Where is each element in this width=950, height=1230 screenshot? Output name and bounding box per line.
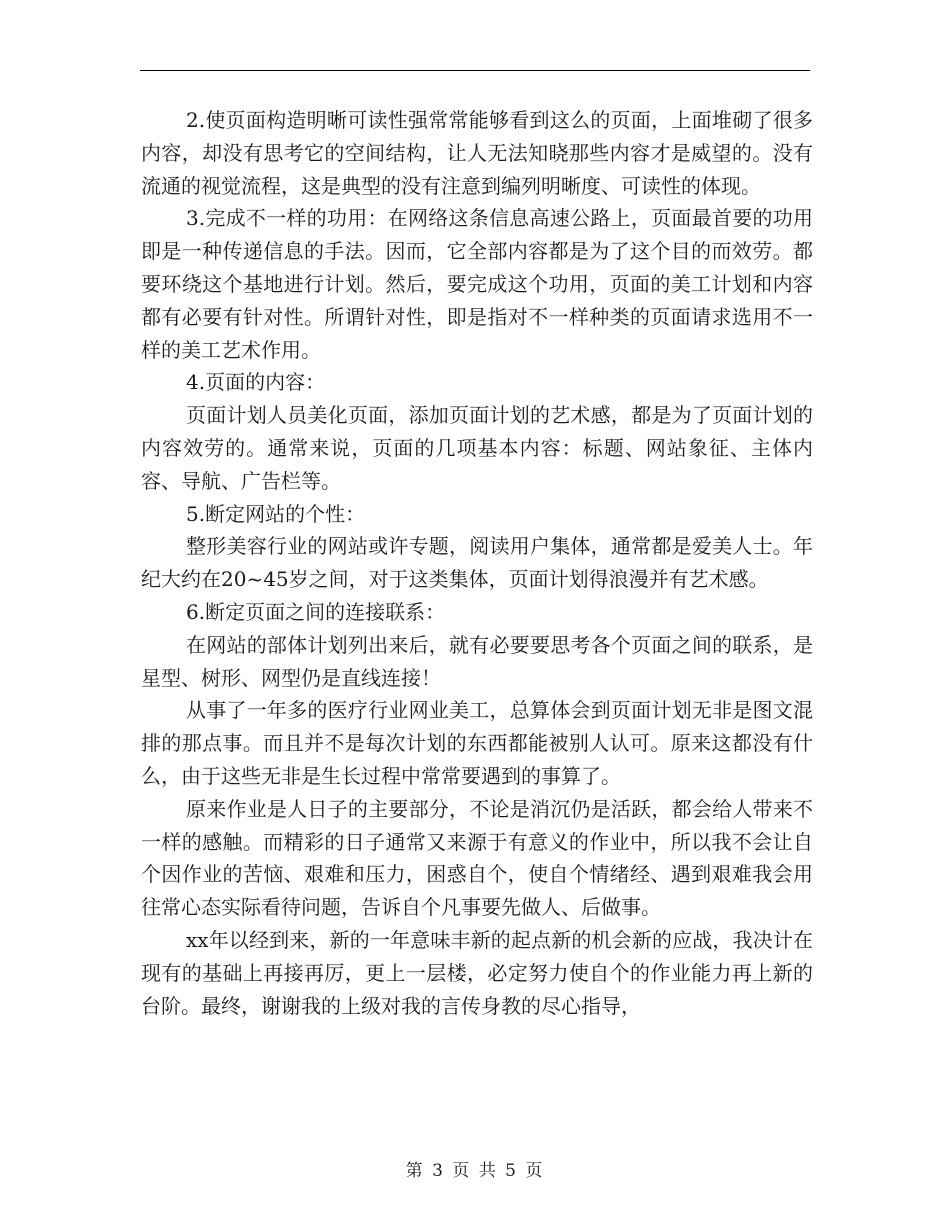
- paragraph: 从事了一年多的医疗行业网业美工，总算体会到页面计划无非是图文混排的那点事。而且并不是每次计划的东西都能被别人认可。原来这都没有什么，由于这些无非是生长过程中常常要遇到的事算了。: [141, 698, 813, 788]
- paragraph: 3.完成不一样的功用：在网络这条信息高速公路上，页面最首要的功用即是一种传递信息的手法。因而，它全部内容都是为了这个目的而效劳。都要环绕这个基地进行计划。然后，要完成这个功用，页面的美工计划和内容都有必要有针对性。所谓针对性，即是指对不一样种类的页面请求选用不一样的美工艺术作用。: [141, 206, 813, 362]
- page-number-footer: 第 3 页 共 5 页: [405, 1161, 545, 1181]
- header-rule: [140, 70, 810, 71]
- paragraph: 页面计划人员美化页面，添加页面计划的艺术感，都是为了页面计划的内容效劳的。通常来说，页面的几项基本内容：标题、网站象征、主体内容、导航、广告栏等。: [141, 403, 813, 493]
- paragraph: 4.页面的内容：: [186, 370, 326, 395]
- paragraph: 5.断定网站的个性：: [186, 501, 366, 526]
- paragraph: 2.使页面构造明晰可读性强常常能够看到这么的页面，上面堆砌了很多内容，却没有思考它的空间结构，让人无法知晓那些内容才是威望的。没有流通的视觉流程，这是典型的没有注意到编列明晰度、可读性的体现。: [141, 108, 813, 198]
- body-text: [141, 104, 813, 1022]
- paragraph: 整形美容行业的网站或许专题，阅读用户集体，通常都是爱美人士。年纪大约在20~45岁之间，对于这类集体，页面计划得浪漫并有艺术感。: [141, 534, 813, 592]
- paragraph: 原来作业是人日子的主要部分，不论是消沉仍是活跃，都会给人带来不一样的感触。而精彩的日子通常又来源于有意义的作业中，所以我不会让自个因作业的苦恼、艰难和压力，困惑自个，使自个情绪经、遇到艰难我会用往常心态实际看待问题，告诉自个凡事要先做人、后做事。: [141, 796, 813, 920]
- paragraph: 在网站的部体计划列出来后，就有必要要思考各个页面之间的联系，是星型、树形、网型仍是直线连接！: [141, 632, 813, 690]
- paragraph: xx年以经到来，新的一年意味丰新的起点新的机会新的应战，我决计在现有的基础上再接再厉，更上一层楼，必定努力使自个的作业能力再上新的台阶。最终，谢谢我的上级对我的言传身教的尽心指导，: [141, 927, 813, 1018]
- paragraph: 6.断定页面之间的连接联系：: [186, 599, 446, 624]
